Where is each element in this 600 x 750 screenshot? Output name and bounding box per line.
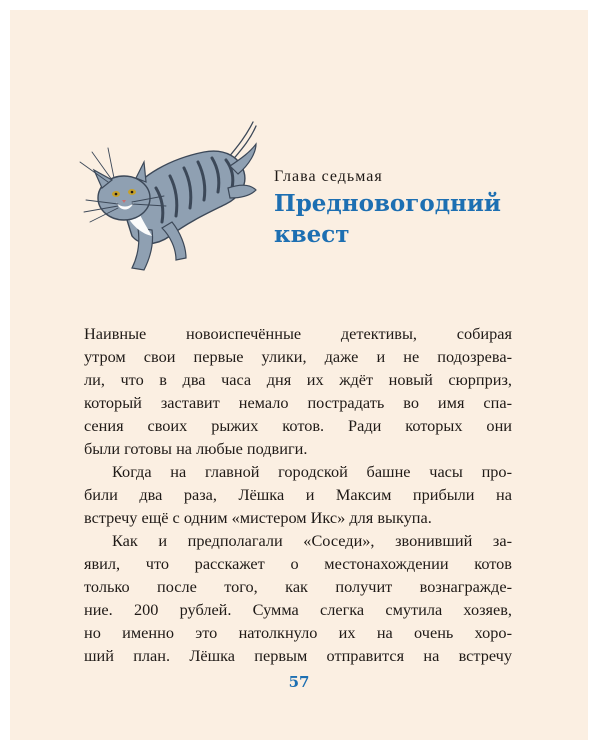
text-line: только после того, как получит вознагражде- — [84, 577, 512, 596]
text-line: были готовы на любые подвиги. — [84, 439, 308, 458]
chapter-title-line: квест — [274, 221, 350, 248]
text-line: ший план. Лёшка первым отправится на встречу — [84, 646, 512, 665]
chapter-title-line: Предновогодний — [274, 190, 501, 217]
text-line: ли, что в два часа дня их ждёт новый сюрприз, — [84, 370, 512, 389]
page-number: 57 — [288, 673, 310, 691]
text-line: ние. 200 рублей. Сумма слегка смутила хозяев, — [84, 600, 512, 619]
text-line: явил, что расскажет о местонахождении котов — [84, 554, 512, 573]
text-line: Как и предполагали «Соседи», звонивший за- — [112, 531, 512, 550]
text-line: встречу ещё с одним «мистером Икс» для выкупа. — [84, 508, 432, 527]
text-line: Наивные новоиспечённые детективы, собирая — [84, 324, 512, 343]
text-line: утром свои первые улики, даже и не подозрева- — [84, 347, 512, 366]
text-line: который заставит немало пострадать во имя спа- — [84, 393, 512, 412]
page-paper — [10, 10, 588, 740]
text-line: сения своих рыжих котов. Ради которых они — [84, 416, 512, 435]
cat-icon — [78, 118, 260, 283]
body-text — [84, 322, 512, 667]
text-line: но именно это натолкнуло их на очень хоро- — [84, 623, 512, 642]
text-line: Когда на главной городской башне часы про- — [112, 462, 512, 481]
chapter-title — [274, 188, 554, 250]
chapter-label: Глава седьмая — [274, 168, 383, 185]
text-line: били два раза, Лёшка и Максим прибыли на — [84, 485, 512, 504]
